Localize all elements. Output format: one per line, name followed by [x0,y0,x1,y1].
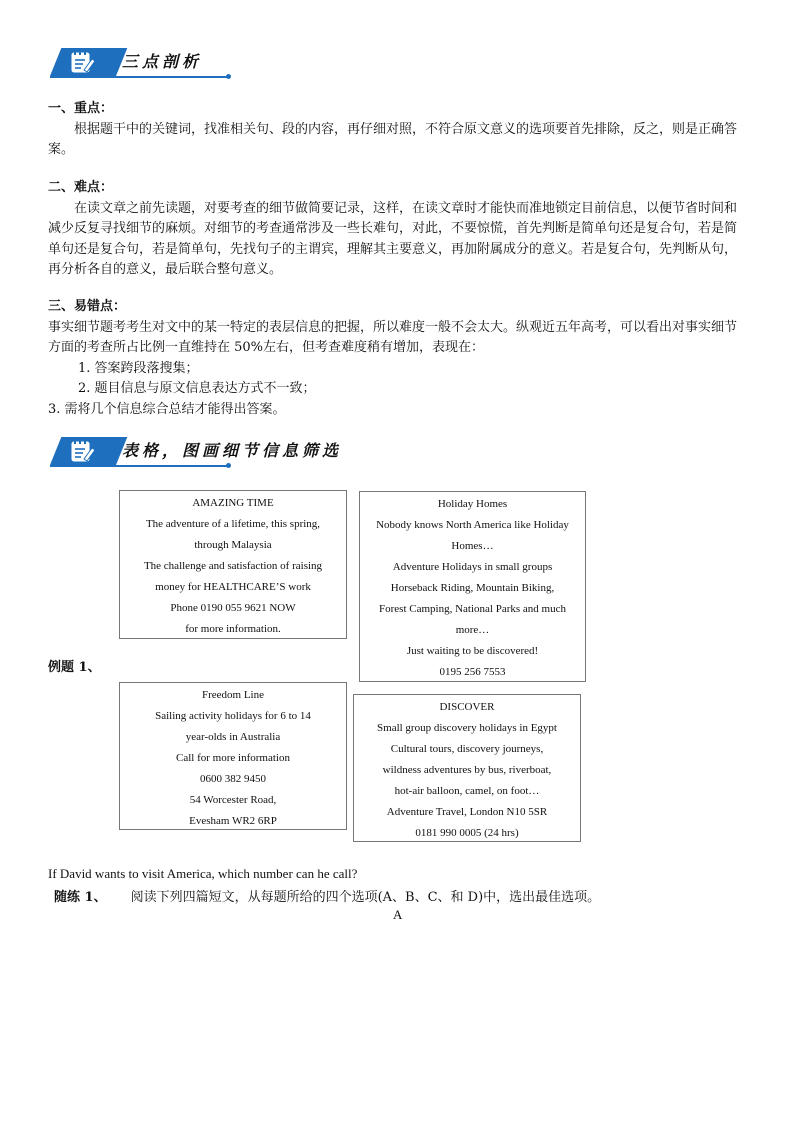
ad-phone: 0600 382 9450 [200,773,266,785]
ad-line: The challenge and satisfaction of raising [143,560,323,572]
practice-label: 随练 1、 [54,890,107,905]
key-point-section [48,99,746,161]
mistake-item: 2. 题目信息与原文信息表达方式不一致； [78,381,316,396]
difficult-point-body: 在读文章之前先读题，对要考查的细节做简要记录，这样，在读文章时才能快而准地锁定目前信息，以便节省时间和减少反复寻找细节的麻烦。对细节的考查通常涉及一些长难句，对此，不要惊慌，首先判断是简单句还是复合句，若是简单句还是复合句，若是简单句，先找句子的主谓宾，理解其主要意义，再加附属成分的意义。若是复合句，先判断从句，再分析各自的意义，最后联合整句意义。 [48,200,738,277]
banner-underline [50,76,228,78]
example-label: 例题 1、 [48,660,101,675]
ad-line: for more information. [185,623,281,635]
notepad-pencil-icon [70,50,96,74]
ad-line: Homes… [451,540,494,552]
ad-line: Adventure Holidays in small groups [392,561,553,573]
ad-line: Sailing activity holidays for 6 to 14 [155,710,311,722]
question-text: If David wants to visit America, which number can he call? [48,866,358,881]
mistake-item: 3. 需将几个信息综合总结才能得出答案。 [48,401,286,417]
ad-line: wildness adventures by bus, riverboat, [382,764,552,776]
banner-title: 三点剖析 [122,52,203,71]
mistake-item: 1. 答案跨段落搜集； [78,360,199,376]
key-point-body: 根据题干中的关键词，找准相关句、段的内容，再仔细对照，不符合原文意义的选项要首先排除，反之，则是正确答案。 [48,121,738,157]
passage-letter: A [393,907,403,922]
ad-line: Forest Camping, National Parks and much [379,603,566,615]
banner-underline [50,465,228,467]
key-point-heading: 一、重点： [48,101,114,116]
ad-title: Freedom Line [201,689,264,701]
ad-line: Horseback Riding, Mountain Biking, [390,582,555,594]
ad-line: Just waiting to be discovered! [406,645,539,657]
practice-line [54,886,600,905]
ad-title: Holiday Homes [437,498,508,510]
ad-line: more… [455,624,490,636]
ad-holiday-homes [359,491,586,682]
ad-freedom-line [119,682,347,830]
difficult-point-heading: 二、难点： [48,180,114,195]
practice-instruction: 阅读下列四篇短文，从每题所给的四个选项(A、B、C、和 D)中，选出最佳选项。 [130,890,601,905]
difficult-point-section [48,178,746,281]
ad-line: Adventure Travel, London N10 5SR [386,806,548,818]
ad-line: The adventure of a lifetime, this spring, [145,518,321,530]
mistake-point-section [48,297,746,420]
ad-line: money for HEALTHCARE’S work [155,581,311,593]
mistake-point-body: 事实细节题考考生对文中的某一特定的表层信息的把握，所以难度一般不会太大。纵观近五年高考，可以看出对事实细节方面的考查所占比例一直维持在 50%左右，但考查难度稍有增加，表现在： [48,319,738,355]
ad-title: AMAZING TIME [192,497,274,509]
banner-dot [226,463,231,468]
ad-amazing-time [119,490,347,639]
ad-discover [353,694,581,842]
ad-phone: Phone 0190 055 9621 NOW [170,602,296,614]
banner-dot [226,74,231,79]
ad-line: Evesham WR2 6RP [189,815,277,827]
ad-line: Nobody knows North America like Holiday [376,519,569,531]
ad-title: DISCOVER [439,701,495,713]
ad-line: Call for more information [176,752,290,764]
mistake-point-heading: 三、易错点： [48,299,127,314]
ad-phone: 0181 990 0005 (24 hrs) [415,827,519,839]
ad-line: hot-air balloon, camel, on foot… [394,785,540,797]
ad-line: Cultural tours, discovery journeys, [390,743,544,755]
ad-line: year-olds in Australia [185,731,281,743]
ad-line: 54 Worcester Road, [189,794,277,806]
banner-title: 表格，图画细节信息筛选 [122,441,343,460]
notepad-pencil-icon [70,439,96,463]
ad-line: through Malaysia [194,539,272,551]
ad-line: Small group discovery holidays in Egypt [377,722,557,734]
ad-phone: 0195 256 7553 [439,666,506,678]
